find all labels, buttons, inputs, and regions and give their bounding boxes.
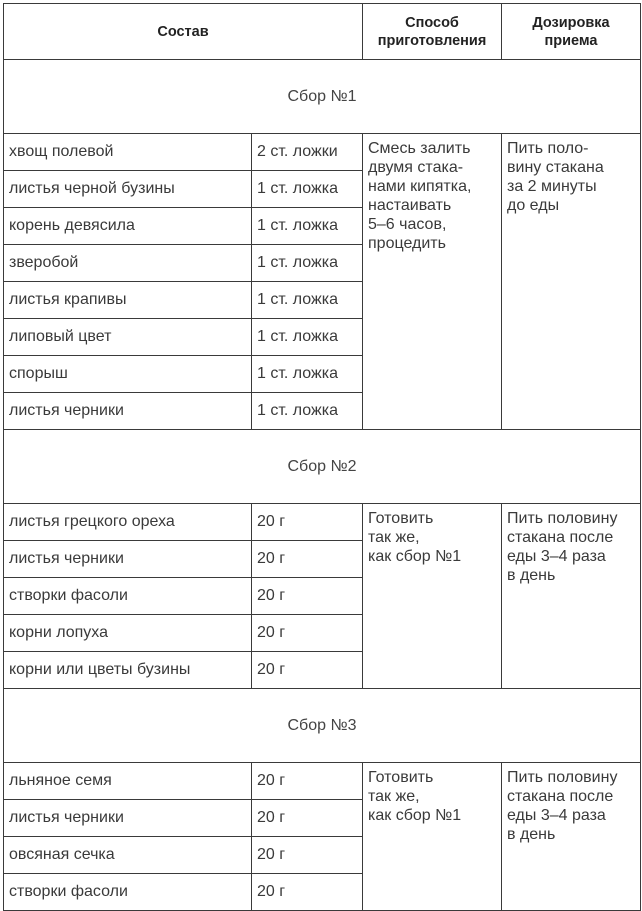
dosage-instruction bbox=[502, 763, 641, 911]
preparation-line: как сбор №1 bbox=[368, 548, 462, 565]
ingredient-amount: 20 г bbox=[252, 541, 363, 578]
group-title-row bbox=[4, 60, 641, 134]
header-dosage-line: Дозировка bbox=[532, 14, 610, 31]
dosage-line: за 2 минуты bbox=[507, 178, 597, 195]
ingredient-name: створки фасоли bbox=[4, 578, 252, 615]
ingredient-amount: 20 г bbox=[252, 763, 363, 800]
table-body bbox=[4, 60, 641, 911]
ingredient-name: липовый цвет bbox=[4, 319, 252, 356]
preparation-line: настаивать bbox=[368, 197, 452, 214]
header-preparation-line: Способ bbox=[405, 14, 459, 31]
ingredient-name: листья грецкого ореха bbox=[4, 504, 252, 541]
ingredient-amount: 1 ст. ложка bbox=[252, 356, 363, 393]
header-preparation-line: приготовления bbox=[377, 32, 487, 49]
dosage-line: до еды bbox=[507, 197, 560, 214]
ingredient-amount: 2 ст. ложки bbox=[252, 134, 363, 171]
ingredient-name: створки фасоли bbox=[4, 874, 252, 911]
ingredient-name: корни или цветы бузины bbox=[4, 652, 252, 689]
ingredient-amount: 1 ст. ложка bbox=[252, 245, 363, 282]
header-composition bbox=[4, 4, 363, 60]
ingredient-amount: 1 ст. ложка bbox=[252, 319, 363, 356]
preparation-line: Готовить bbox=[368, 510, 434, 527]
dosage-line: еды 3–4 раза bbox=[507, 548, 606, 565]
dosage-line: в день bbox=[507, 567, 556, 584]
herbal-collections-table bbox=[3, 3, 641, 911]
dosage-line: в день bbox=[507, 826, 556, 843]
ingredient-row bbox=[4, 504, 641, 541]
ingredient-name: зверобой bbox=[4, 245, 252, 282]
ingredient-amount: 20 г bbox=[252, 652, 363, 689]
dosage-line: стакана после bbox=[507, 788, 614, 805]
ingredient-amount: 20 г bbox=[252, 615, 363, 652]
ingredient-name: хвощ полевой bbox=[4, 134, 252, 171]
ingredient-amount: 1 ст. ложка bbox=[252, 171, 363, 208]
ingredient-name: корень девясила bbox=[4, 208, 252, 245]
header-row bbox=[4, 4, 641, 60]
ingredient-name: спорыш bbox=[4, 356, 252, 393]
ingredient-name: льняное семя bbox=[4, 763, 252, 800]
dosage-line: еды 3–4 раза bbox=[507, 807, 606, 824]
dosage-instruction bbox=[502, 134, 641, 430]
ingredient-amount: 20 г bbox=[252, 578, 363, 615]
ingredient-amount: 20 г bbox=[252, 874, 363, 911]
group-title: Сбор №2 bbox=[4, 430, 641, 504]
preparation-line: нами кипятка, bbox=[368, 178, 472, 195]
ingredient-amount: 20 г bbox=[252, 837, 363, 874]
preparation-line: как сбор №1 bbox=[368, 807, 462, 824]
preparation-line: Смесь залить bbox=[368, 140, 471, 157]
ingredient-amount: 1 ст. ложка bbox=[252, 208, 363, 245]
ingredient-amount: 20 г bbox=[252, 800, 363, 837]
group-title: Сбор №1 bbox=[4, 60, 641, 134]
ingredient-name: листья крапивы bbox=[4, 282, 252, 319]
group-title: Сбор №3 bbox=[4, 689, 641, 763]
ingredient-name: листья черники bbox=[4, 541, 252, 578]
preparation-method bbox=[363, 763, 502, 911]
dosage-line: вину стакана bbox=[507, 159, 604, 176]
ingredient-name: листья черной бузины bbox=[4, 171, 252, 208]
preparation-line: так же, bbox=[368, 788, 420, 805]
group-title-row bbox=[4, 689, 641, 763]
ingredient-name: листья черники bbox=[4, 800, 252, 837]
ingredient-name: овсяная сечка bbox=[4, 837, 252, 874]
ingredient-amount: 1 ст. ложка bbox=[252, 393, 363, 430]
ingredient-amount: 1 ст. ложка bbox=[252, 282, 363, 319]
preparation-method bbox=[363, 134, 502, 430]
dosage-instruction bbox=[502, 504, 641, 689]
preparation-line: Готовить bbox=[368, 769, 434, 786]
preparation-line: процедить bbox=[368, 235, 446, 252]
header-dosage-line: приема bbox=[544, 32, 598, 49]
preparation-method bbox=[363, 504, 502, 689]
preparation-line: двумя стака- bbox=[368, 159, 464, 176]
preparation-line: так же, bbox=[368, 529, 420, 546]
group-title-row bbox=[4, 430, 641, 504]
header-dosage bbox=[502, 4, 641, 60]
ingredient-name: корни лопуха bbox=[4, 615, 252, 652]
header-preparation bbox=[363, 4, 502, 60]
header-composition-label: Состав bbox=[157, 23, 209, 40]
ingredient-row bbox=[4, 134, 641, 171]
dosage-line: Пить поло- bbox=[507, 140, 589, 157]
preparation-line: 5–6 часов, bbox=[368, 216, 447, 233]
dosage-line: Пить половину bbox=[507, 510, 618, 527]
ingredient-row bbox=[4, 763, 641, 800]
ingredient-name: листья черники bbox=[4, 393, 252, 430]
dosage-line: стакана после bbox=[507, 529, 614, 546]
dosage-line: Пить половину bbox=[507, 769, 618, 786]
ingredient-amount: 20 г bbox=[252, 504, 363, 541]
